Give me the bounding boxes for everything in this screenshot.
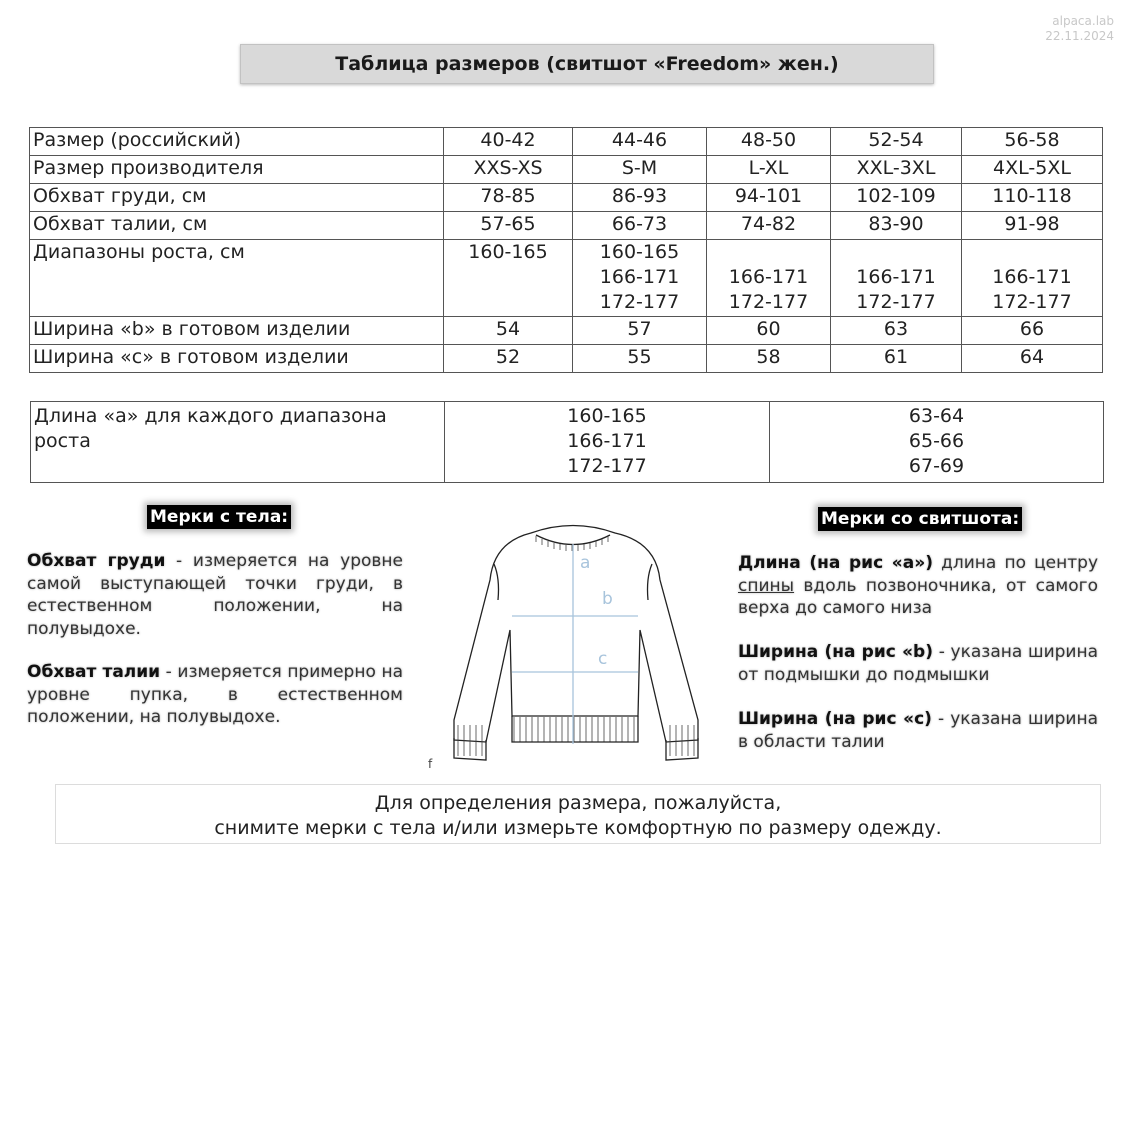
row-label: Обхват груди, см bbox=[30, 184, 444, 212]
table-cell: 91-98 bbox=[962, 212, 1103, 240]
table-row bbox=[30, 128, 1103, 156]
table-cell: 110-118 bbox=[962, 184, 1103, 212]
table-cell: 44-46 bbox=[573, 128, 707, 156]
term: Длина (на рис «а») bbox=[738, 553, 933, 573]
table-cell: L-XL bbox=[707, 156, 831, 184]
table-cell: 94-101 bbox=[707, 184, 831, 212]
length-value: 65-66 bbox=[908, 430, 965, 452]
length-value: 67-69 bbox=[908, 455, 965, 477]
table-row bbox=[30, 317, 1103, 345]
table-cell bbox=[444, 240, 573, 317]
term: Ширина (на рис «b) bbox=[738, 642, 933, 662]
table-cell: 55 bbox=[573, 345, 707, 373]
row-label: Ширина «c» в готовом изделии bbox=[30, 345, 444, 373]
height-value bbox=[710, 240, 827, 265]
table-cell bbox=[831, 240, 962, 317]
garment-measurements-heading: Мерки со свитшота: bbox=[818, 507, 1022, 531]
table-row-height-ranges bbox=[30, 240, 1103, 317]
height-value: 160-165 bbox=[468, 241, 548, 263]
table-cell: XXS-XS bbox=[444, 156, 573, 184]
height-value bbox=[965, 240, 1099, 265]
measurement-note bbox=[55, 784, 1101, 844]
table-cell bbox=[573, 240, 707, 317]
table-cell: 102-109 bbox=[831, 184, 962, 212]
label-a: a bbox=[580, 553, 591, 573]
row-label: Размер (российский) bbox=[30, 128, 444, 156]
table-cell: 63 bbox=[831, 317, 962, 345]
table-row bbox=[31, 402, 1104, 483]
table-cell bbox=[707, 240, 831, 317]
table-cell: 78-85 bbox=[444, 184, 573, 212]
height-value: 172-177 bbox=[992, 291, 1072, 313]
table-cell: 40-42 bbox=[444, 128, 573, 156]
width-b-paragraph bbox=[738, 641, 1098, 686]
table-cell bbox=[770, 402, 1104, 483]
row-label: Обхват талии, см bbox=[30, 212, 444, 240]
table-cell: S-M bbox=[573, 156, 707, 184]
sweatshirt-sketch bbox=[428, 520, 718, 770]
table-row bbox=[30, 184, 1103, 212]
table-cell: 86-93 bbox=[573, 184, 707, 212]
table-cell: XXL-3XL bbox=[831, 156, 962, 184]
table-cell: 74-82 bbox=[707, 212, 831, 240]
label-b: b bbox=[602, 589, 613, 609]
table-row bbox=[30, 212, 1103, 240]
height-value bbox=[834, 240, 958, 265]
height-value: 172-177 bbox=[567, 455, 647, 477]
height-value: 172-177 bbox=[728, 291, 809, 313]
table-cell: 57-65 bbox=[444, 212, 573, 240]
watermark-date: 22.11.2024 bbox=[1045, 29, 1114, 43]
height-value: 172-177 bbox=[856, 291, 936, 313]
table-cell: 4XL-5XL bbox=[962, 156, 1103, 184]
table-cell bbox=[445, 402, 770, 483]
height-value bbox=[447, 265, 569, 290]
description: - измеряется примерно на уровне пупка, в естественном положении, на полувыдохе. bbox=[27, 662, 403, 727]
row-label: Длина «а» для каждого диапазона роста bbox=[31, 402, 445, 483]
table-cell: 66-73 bbox=[573, 212, 707, 240]
note-line: Для определения размера, пожалуйста, bbox=[374, 792, 782, 814]
body-measurements-heading: Мерки с тела: bbox=[147, 505, 291, 529]
height-value: 166-171 bbox=[728, 266, 809, 288]
chest-paragraph bbox=[27, 550, 403, 640]
length-paragraph bbox=[738, 552, 1098, 620]
height-value: 160-165 bbox=[599, 241, 680, 263]
description: вдоль позвоночника, от самого верха до самого низа bbox=[738, 575, 1098, 618]
label-c: c bbox=[598, 649, 608, 669]
waist-paragraph bbox=[27, 661, 403, 729]
row-label: Диапазоны роста, см bbox=[30, 240, 444, 317]
table-cell: 58 bbox=[707, 345, 831, 373]
watermark-brand: alpaca.lab bbox=[1052, 14, 1114, 28]
underlined-word: спины bbox=[738, 575, 795, 596]
description: - указана ширина от подмышки до подмышки bbox=[738, 642, 1098, 685]
table-cell: 54 bbox=[444, 317, 573, 345]
sketch-mark: f bbox=[428, 757, 433, 770]
table-cell: 52 bbox=[444, 345, 573, 373]
term: Обхват талии bbox=[27, 662, 161, 682]
watermark bbox=[1045, 14, 1114, 44]
table-row bbox=[30, 345, 1103, 373]
description: длина по центру bbox=[933, 553, 1098, 573]
height-value: 166-171 bbox=[856, 266, 936, 288]
height-value: 172-177 bbox=[599, 291, 680, 313]
height-value bbox=[447, 290, 569, 315]
note-line: снимите мерки с тела и/или измерьте комфортную по размеру одежду. bbox=[214, 817, 942, 839]
table-cell: 66 bbox=[962, 317, 1103, 345]
length-value: 63-64 bbox=[908, 405, 965, 427]
row-label: Размер производителя bbox=[30, 156, 444, 184]
page-title: Таблица размеров (свитшот «Freedom» жен.) bbox=[240, 44, 934, 84]
description: - измеряется на уровне самой выступающей точки груди, в естественном положении, на полувыдохе. bbox=[27, 551, 403, 639]
table-cell: 48-50 bbox=[707, 128, 831, 156]
table-cell: 60 bbox=[707, 317, 831, 345]
table-cell: 52-54 bbox=[831, 128, 962, 156]
description: - указана ширина в области талии bbox=[738, 709, 1098, 752]
table-cell: 61 bbox=[831, 345, 962, 373]
term: Ширина (на рис «c) bbox=[738, 709, 932, 729]
length-table bbox=[30, 401, 1104, 483]
table-cell bbox=[962, 240, 1103, 317]
height-value: 166-171 bbox=[599, 266, 680, 288]
table-cell: 57 bbox=[573, 317, 707, 345]
width-c-paragraph bbox=[738, 708, 1098, 753]
height-value: 160-165 bbox=[567, 405, 647, 427]
table-row bbox=[30, 156, 1103, 184]
table-cell: 83-90 bbox=[831, 212, 962, 240]
height-value: 166-171 bbox=[992, 266, 1072, 288]
table-cell: 56-58 bbox=[962, 128, 1103, 156]
table-cell: 64 bbox=[962, 345, 1103, 373]
size-table bbox=[29, 127, 1103, 373]
row-label: Ширина «b» в готовом изделии bbox=[30, 317, 444, 345]
term: Обхват груди bbox=[27, 551, 166, 571]
height-value: 166-171 bbox=[567, 430, 647, 452]
